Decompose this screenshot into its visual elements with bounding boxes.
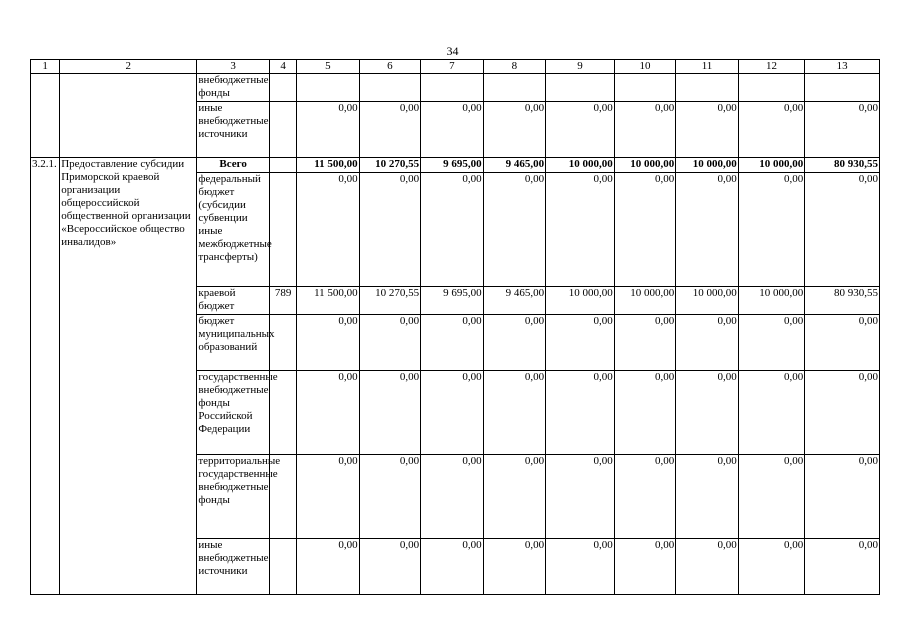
value-cell: 0,00: [421, 173, 484, 287]
value-cell: 0,00: [483, 455, 546, 539]
title-cell: [60, 74, 197, 158]
header-cell: 7: [421, 60, 484, 74]
value-cell: 0,00: [359, 315, 421, 371]
code-cell: [269, 539, 296, 595]
source-label: иные внебюджетные источники: [197, 102, 270, 158]
value-cell: 0,00: [738, 455, 805, 539]
value-cell: 0,00: [614, 371, 676, 455]
value-cell: 0,00: [805, 102, 880, 158]
value-cell: 0,00: [738, 102, 805, 158]
value-cell: 10 000,00: [738, 158, 805, 173]
budget-table: [30, 59, 880, 595]
value-cell: 11 500,00: [297, 158, 360, 173]
value-cell: 0,00: [676, 102, 739, 158]
value-cell: 0,00: [546, 102, 615, 158]
value-cell: 0,00: [676, 539, 739, 595]
code-cell: [269, 102, 296, 158]
value-cell: 0,00: [483, 371, 546, 455]
value-cell: 0,00: [421, 539, 484, 595]
source-label: Всего: [197, 158, 270, 173]
value-cell: 10 000,00: [614, 158, 676, 173]
header-cell: 4: [269, 60, 296, 74]
value-cell: 10 000,00: [738, 287, 805, 315]
value-cell: 0,00: [297, 539, 360, 595]
source-label: федеральный бюджет (субсидии субвенции иные межбюджетные трансферты): [197, 173, 270, 287]
code-cell: 789: [269, 287, 296, 315]
value-cell: 0,00: [297, 102, 360, 158]
value-cell: 0,00: [546, 315, 615, 371]
code-cell: [269, 315, 296, 371]
source-label: бюджет муниципальных образований: [197, 315, 270, 371]
header-cell: 13: [805, 60, 880, 74]
value-cell: 0,00: [483, 173, 546, 287]
header-cell: 11: [676, 60, 739, 74]
value-cell: 0,00: [676, 315, 739, 371]
table-row: [31, 158, 880, 173]
value-cell: 0,00: [359, 455, 421, 539]
value-cell: 0,00: [805, 173, 880, 287]
value-cell: 0,00: [297, 173, 360, 287]
value-cell: 10 270,55: [359, 287, 421, 315]
source-label: территориальные государственные внебюджетные фонды: [197, 455, 270, 539]
code-cell: [269, 158, 296, 173]
source-label: государственные внебюджетные фонды Российской Федерации: [197, 371, 270, 455]
value-cell: 0,00: [614, 102, 676, 158]
value-cell: 0,00: [805, 315, 880, 371]
value-cell: 0,00: [297, 371, 360, 455]
value-cell: 0,00: [805, 539, 880, 595]
value-cell: 0,00: [614, 455, 676, 539]
value-cell: 0,00: [614, 315, 676, 371]
value-cell: 10 000,00: [546, 158, 615, 173]
header-cell: 8: [483, 60, 546, 74]
value-cell: 0,00: [738, 371, 805, 455]
code-cell: [269, 74, 296, 102]
value-cell: 9 695,00: [421, 158, 484, 173]
header-cell: 12: [738, 60, 805, 74]
value-cell: 0,00: [359, 173, 421, 287]
value-cell: 0,00: [738, 173, 805, 287]
value-cell: 0,00: [805, 455, 880, 539]
value-cell: 0,00: [546, 371, 615, 455]
page-number: 34: [446, 44, 459, 58]
item-title: Предоставление субсидии Приморской краевой организации общероссийской общественной организации «Всероссийское общество инвалидов»: [60, 158, 197, 595]
header-cell: 2: [60, 60, 197, 74]
value-cell: 0,00: [421, 371, 484, 455]
value-cell: 11 500,00: [297, 287, 360, 315]
value-cell: 0,00: [546, 173, 615, 287]
value-cell: 0,00: [483, 315, 546, 371]
header-cell: 9: [546, 60, 615, 74]
source-label: внебюджетные фонды: [197, 74, 270, 102]
value-cell: 0,00: [421, 455, 484, 539]
value-cell: 0,00: [483, 102, 546, 158]
value-cell: 80 930,55: [805, 158, 880, 173]
value-cell: 0,00: [421, 102, 484, 158]
value-cell: 10 270,55: [359, 158, 421, 173]
header-cell: 6: [359, 60, 421, 74]
value-cell: 0,00: [738, 539, 805, 595]
value-cell: 0,00: [738, 315, 805, 371]
value-cell: 0,00: [614, 173, 676, 287]
code-cell: [269, 371, 296, 455]
value-cell: 0,00: [359, 102, 421, 158]
value-cell: 0,00: [483, 539, 546, 595]
value-cell: 0,00: [614, 539, 676, 595]
value-cell: 0,00: [676, 455, 739, 539]
header-cell: 5: [297, 60, 360, 74]
header-cell: 10: [614, 60, 676, 74]
value-cell: 10 000,00: [676, 287, 739, 315]
value-cell: 0,00: [359, 539, 421, 595]
value-cell: 0,00: [805, 371, 880, 455]
value-cell: 0,00: [421, 315, 484, 371]
value-cell: 9 695,00: [421, 287, 484, 315]
value-cell: 10 000,00: [614, 287, 676, 315]
header-cell: 3: [197, 60, 270, 74]
value-cell: 0,00: [359, 371, 421, 455]
value-cell: 0,00: [546, 539, 615, 595]
value-cell: 0,00: [297, 455, 360, 539]
value-cell: 0,00: [546, 455, 615, 539]
source-label: краевой бюджет: [197, 287, 270, 315]
value-cell: 0,00: [676, 371, 739, 455]
code-cell: [269, 173, 296, 287]
value-cell: 0,00: [676, 173, 739, 287]
source-label: иные внебюджетные источники: [197, 539, 270, 595]
table-row: [31, 74, 880, 102]
value-cell: 0,00: [297, 315, 360, 371]
header-row: [31, 60, 880, 74]
value-cell: 10 000,00: [676, 158, 739, 173]
header-cell: 1: [31, 60, 60, 74]
item-index: 3.2.1.: [31, 158, 60, 595]
value-cell: 10 000,00: [546, 287, 615, 315]
value-cell: 80 930,55: [805, 287, 880, 315]
value-cell: 9 465,00: [483, 287, 546, 315]
value-cell: 9 465,00: [483, 158, 546, 173]
index-cell: [31, 74, 60, 158]
